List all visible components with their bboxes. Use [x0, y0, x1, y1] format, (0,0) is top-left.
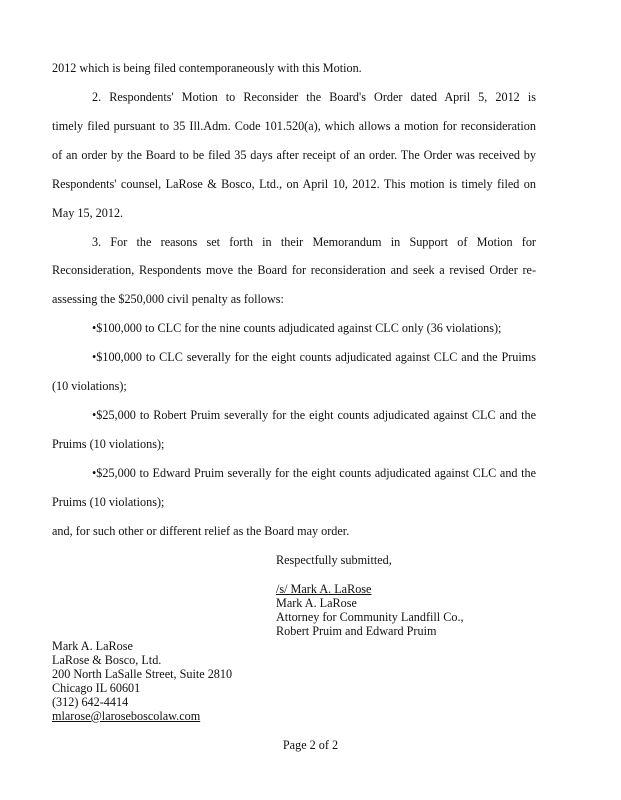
page-number: Page 2 of 2: [282, 738, 339, 752]
address-street: 200 North LaSalle Street, Suite 2810: [52, 667, 233, 681]
continuation-line: 2012 which is being filed contemporaneously with this Motion.: [52, 61, 362, 75]
paragraph-2-line-5: May 15, 2012.: [52, 206, 124, 220]
signer-clients: Robert Pruim and Edward Pruim: [276, 624, 437, 638]
penalty-item-2-line-2: (10 violations);: [52, 379, 127, 393]
signer-name: Mark A. LaRose: [276, 596, 357, 610]
penalty-item-4-line-1: •$25,000 to Edward Pruim severally for the eight counts adjudicated against CLC and the: [92, 466, 536, 480]
electronic-signature: /s/ Mark A. LaRose: [276, 582, 372, 596]
penalty-item-2-line-1: •$100,000 to CLC severally for the eight counts adjudicated against CLC and the Pruims: [92, 350, 536, 364]
address-city: Chicago IL 60601: [52, 681, 141, 695]
paragraph-2-line-2: timely filed pursuant to 35 Ill.Adm. Code 101.520(a), which allows a motion for reconsideration: [52, 119, 536, 133]
address-name: Mark A. LaRose: [52, 639, 133, 653]
respectfully-submitted: Respectfully submitted,: [276, 553, 392, 567]
signer-title: Attorney for Community Landfill Co.,: [276, 610, 464, 624]
address-email[interactable]: mlarose@laroseboscolaw.com: [52, 709, 201, 723]
penalty-item-3-line-1: •$25,000 to Robert Pruim severally for the eight counts adjudicated against CLC and the: [92, 408, 536, 422]
paragraph-3-line-1: 3. For the reasons set forth in their Memorandum in Support of Motion for: [92, 235, 536, 249]
paragraph-3-line-2: Reconsideration, Respondents move the Board for reconsideration and seek a revised Order re-: [52, 263, 536, 277]
closing-line: and, for such other or different relief as the Board may order.: [52, 524, 350, 538]
penalty-item-1: •$100,000 to CLC for the nine counts adjudicated against CLC only (36 violations);: [92, 321, 502, 335]
paragraph-2-line-3: of an order by the Board to be filed 35 days after receipt of an order. The Order was received by: [52, 148, 536, 162]
paragraph-3-line-3: assessing the $250,000 civil penalty as follows:: [52, 292, 284, 306]
penalty-item-4-line-2: Pruims (10 violations);: [52, 495, 165, 509]
address-phone: (312) 642-4414: [52, 695, 129, 709]
paragraph-2-line-4: Respondents' counsel, LaRose & Bosco, Ltd., on April 10, 2012. This motion is timely filed on: [52, 177, 536, 191]
paragraph-2-line-1: 2. Respondents' Motion to Reconsider the Board's Order dated April 5, 2012 is: [92, 90, 536, 104]
penalty-item-3-line-2: Pruims (10 violations);: [52, 437, 165, 451]
address-firm: LaRose & Bosco, Ltd.: [52, 653, 162, 667]
